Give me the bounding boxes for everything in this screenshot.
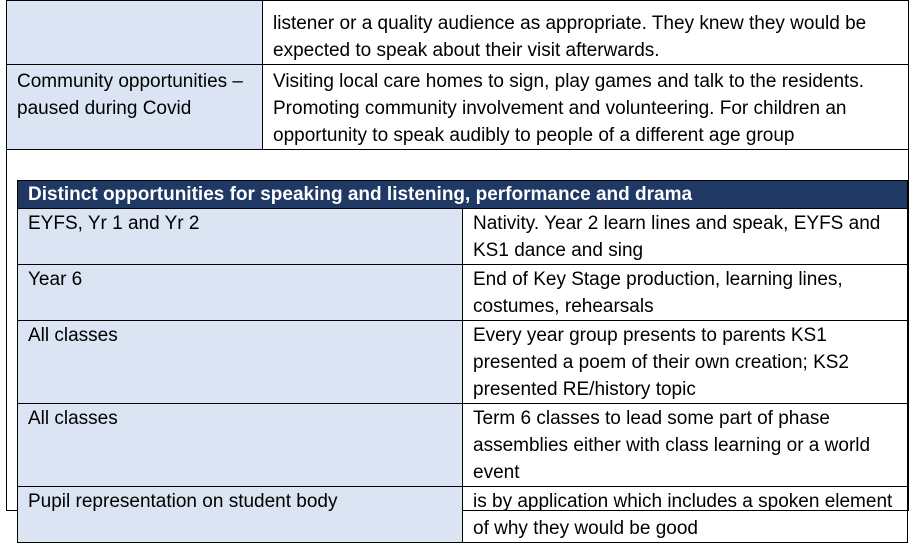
table-row [18,321,908,404]
row-text: End of Key Stage production, learning lines, costumes, rehearsals [463,265,908,321]
table-header-row [18,181,908,209]
row-label [7,1,263,65]
table-row [18,487,908,543]
row-text: Term 6 classes to lead some part of phase assemblies either with class learning or a world event [463,404,908,487]
row-label: Community opportunities – paused during Covid [7,65,263,150]
row-label: All classes [18,321,463,404]
row-text: Every year group presents to parents KS1 presented a poem of their own creation; KS2 presented RE/history topic [463,321,908,404]
row-text: listener or a quality audience as appropriate. They knew they would be expected to speak about their visit afterwards. [263,1,909,65]
speaking-opportunities-table [17,180,908,543]
row-text: Visiting local care homes to sign, play games and talk to the residents. Promoting community involvement and volunteering. For children an opportunity to speak audibly to people of a different age group [263,65,909,150]
table-row [7,1,909,65]
table-row [18,404,908,487]
row-label: Pupil representation on student body [18,487,463,543]
top-table [6,0,909,150]
row-label: Year 6 [18,265,463,321]
row-text: is by application which includes a spoken element of why they would be good [463,487,908,543]
row-label: EYFS, Yr 1 and Yr 2 [18,209,463,265]
row-text: Nativity. Year 2 learn lines and speak, EYFS and KS1 dance and sing [463,209,908,265]
row-label: All classes [18,404,463,487]
table-row [7,65,909,150]
table-row [18,265,908,321]
table-row [18,209,908,265]
table-header: Distinct opportunities for speaking and listening, performance and drama [18,181,908,209]
